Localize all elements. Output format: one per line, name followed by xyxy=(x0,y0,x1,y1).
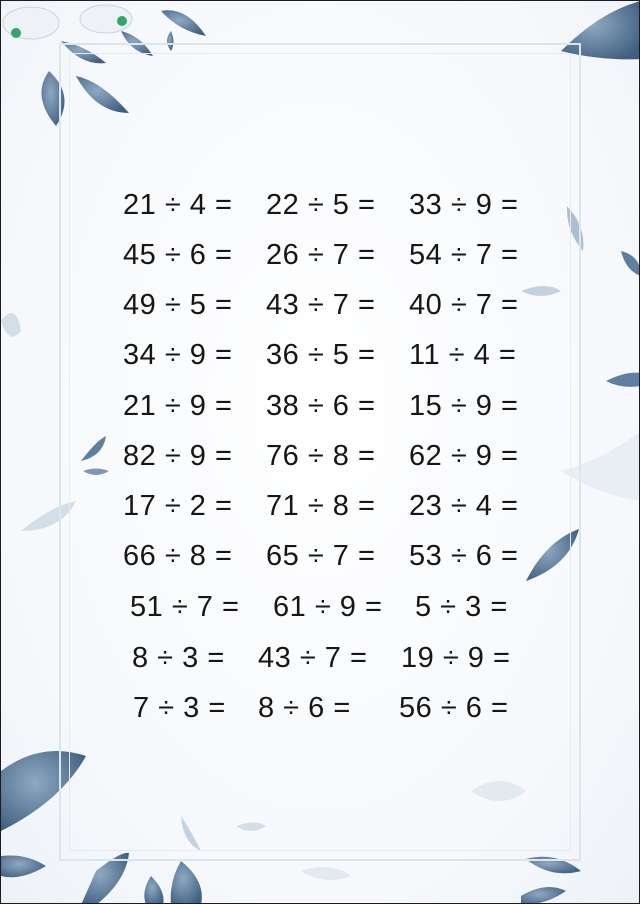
problem: 53 ÷ 6 = xyxy=(409,540,519,572)
problem: 66 ÷ 8 = xyxy=(123,540,233,572)
problem: 26 ÷ 7 = xyxy=(266,239,376,271)
problem: 17 ÷ 2 = xyxy=(123,490,233,522)
problem: 8 ÷ 6 = xyxy=(258,692,351,724)
problem: 43 ÷ 7 = xyxy=(258,642,368,674)
problem: 11 ÷ 4 = xyxy=(409,339,517,371)
problem: 49 ÷ 5 = xyxy=(123,289,233,321)
leaf-icon xyxy=(521,857,581,904)
problem: 43 ÷ 7 = xyxy=(266,289,376,321)
problem: 76 ÷ 8 = xyxy=(266,440,376,472)
problem: 38 ÷ 6 = xyxy=(266,390,376,422)
problem: 34 ÷ 9 = xyxy=(123,339,233,371)
problem: 40 ÷ 7 = xyxy=(409,289,519,321)
problem: 54 ÷ 7 = xyxy=(409,239,519,271)
problem: 21 ÷ 9 = xyxy=(123,390,233,422)
problem: 15 ÷ 9 = xyxy=(409,390,519,422)
problem: 36 ÷ 5 = xyxy=(266,339,376,371)
problem: 22 ÷ 5 = xyxy=(266,189,376,221)
problem: 65 ÷ 7 = xyxy=(266,540,376,572)
problem: 71 ÷ 8 = xyxy=(266,490,376,522)
problem: 62 ÷ 9 = xyxy=(409,440,519,472)
problem: 56 ÷ 6 = xyxy=(399,692,509,724)
flower-icon xyxy=(3,5,132,39)
problem: 19 ÷ 9 = xyxy=(401,642,511,674)
problem: 8 ÷ 3 = xyxy=(132,642,225,674)
problem: 61 ÷ 9 = xyxy=(273,591,383,623)
problem: 82 ÷ 9 = xyxy=(123,440,233,472)
problem: 7 ÷ 3 = xyxy=(133,692,226,724)
problem: 21 ÷ 4 = xyxy=(123,189,233,221)
problem: 23 ÷ 4 = xyxy=(409,490,519,522)
problem: 5 ÷ 3 = xyxy=(415,591,508,623)
problem: 51 ÷ 7 = xyxy=(130,591,240,623)
problem: 45 ÷ 6 = xyxy=(123,239,233,271)
problem: 33 ÷ 9 = xyxy=(409,189,519,221)
